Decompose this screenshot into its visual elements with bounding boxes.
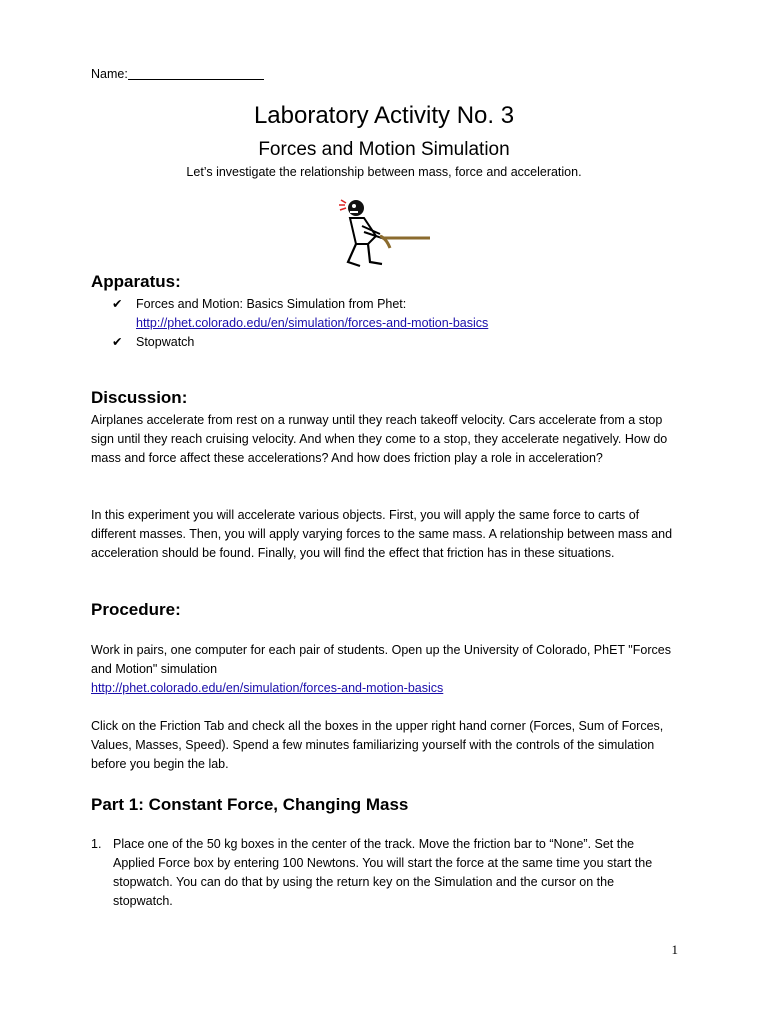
procedure-paragraph-1	[91, 641, 681, 698]
checkmark-icon: ✔	[112, 297, 123, 311]
procedure-heading: Procedure:	[91, 600, 181, 619]
intro-text: Let’s investigate the relationship between mass, force and acceleration.	[186, 165, 582, 179]
page-number: 1	[671, 942, 678, 957]
checkmark-icon: ✔	[112, 335, 123, 349]
discussion-heading: Discussion:	[91, 388, 188, 407]
step-text: Place one of the 50 kg boxes in the center of the track. Move the friction bar to “None”. Set the Applied Force box by entering 100 Newtons. You will start the force at the same time you start the stopwatch. You can do that by using the return key on the Simulation and the cursor on the stopwatch.	[113, 837, 653, 908]
name-label: Name:	[91, 67, 128, 81]
page-subtitle: Forces and Motion Simulation	[258, 139, 510, 160]
part1-heading: Part 1: Constant Force, Changing Mass	[91, 795, 409, 814]
procedure-paragraph-1-text: Work in pairs, one computer for each pair of students. Open up the University of Colorado, PhET "Forces and Motion" simulation	[91, 643, 671, 676]
discussion-paragraph-2: In this experiment you will accelerate various objects. First, you will apply the same force to carts of different masses. Then, you will apply varying forces to the same mass. A relationship between mass and acceleration should be found. Finally, you will find the effect that friction has in these situations.	[91, 508, 673, 560]
page-title: Laboratory Activity No. 3	[253, 102, 515, 129]
name-blank-line	[128, 66, 264, 80]
list-item	[112, 333, 672, 352]
phet-simulation-link[interactable]: http://phet.colorado.edu/en/simulation/forces-and-motion-basics	[136, 316, 489, 330]
discussion-paragraph-1: Airplanes accelerate from rest on a runway until they reach takeoff velocity. Cars accelerate from a stop sign until they reach cruising velocity. And when they come to a stop, they accelerate negatively. How do mass and force affect these accelerations? And how does friction play a role in acceleration?	[91, 413, 668, 465]
list-item	[112, 295, 672, 333]
person-pulling-rope-icon	[336, 196, 436, 272]
apparatus-item-text: Forces and Motion: Basics Simulation from Phet:	[136, 297, 407, 311]
phet-simulation-link[interactable]: http://phet.colorado.edu/en/simulation/forces-and-motion-basics	[91, 681, 444, 695]
apparatus-heading: Apparatus:	[91, 272, 181, 291]
name-field	[91, 66, 264, 81]
step-number: 1.	[91, 837, 102, 851]
procedure-step	[91, 835, 671, 911]
apparatus-list	[112, 295, 672, 352]
procedure-paragraph-2: Click on the Friction Tab and check all the boxes in the upper right hand corner (Forces, Sum of Forces, Values, Masses, Speed). Spend a few minutes familiarizing yourself with the controls of the simulation before you begin the lab.	[91, 719, 664, 771]
apparatus-item-text: Stopwatch	[136, 335, 195, 349]
